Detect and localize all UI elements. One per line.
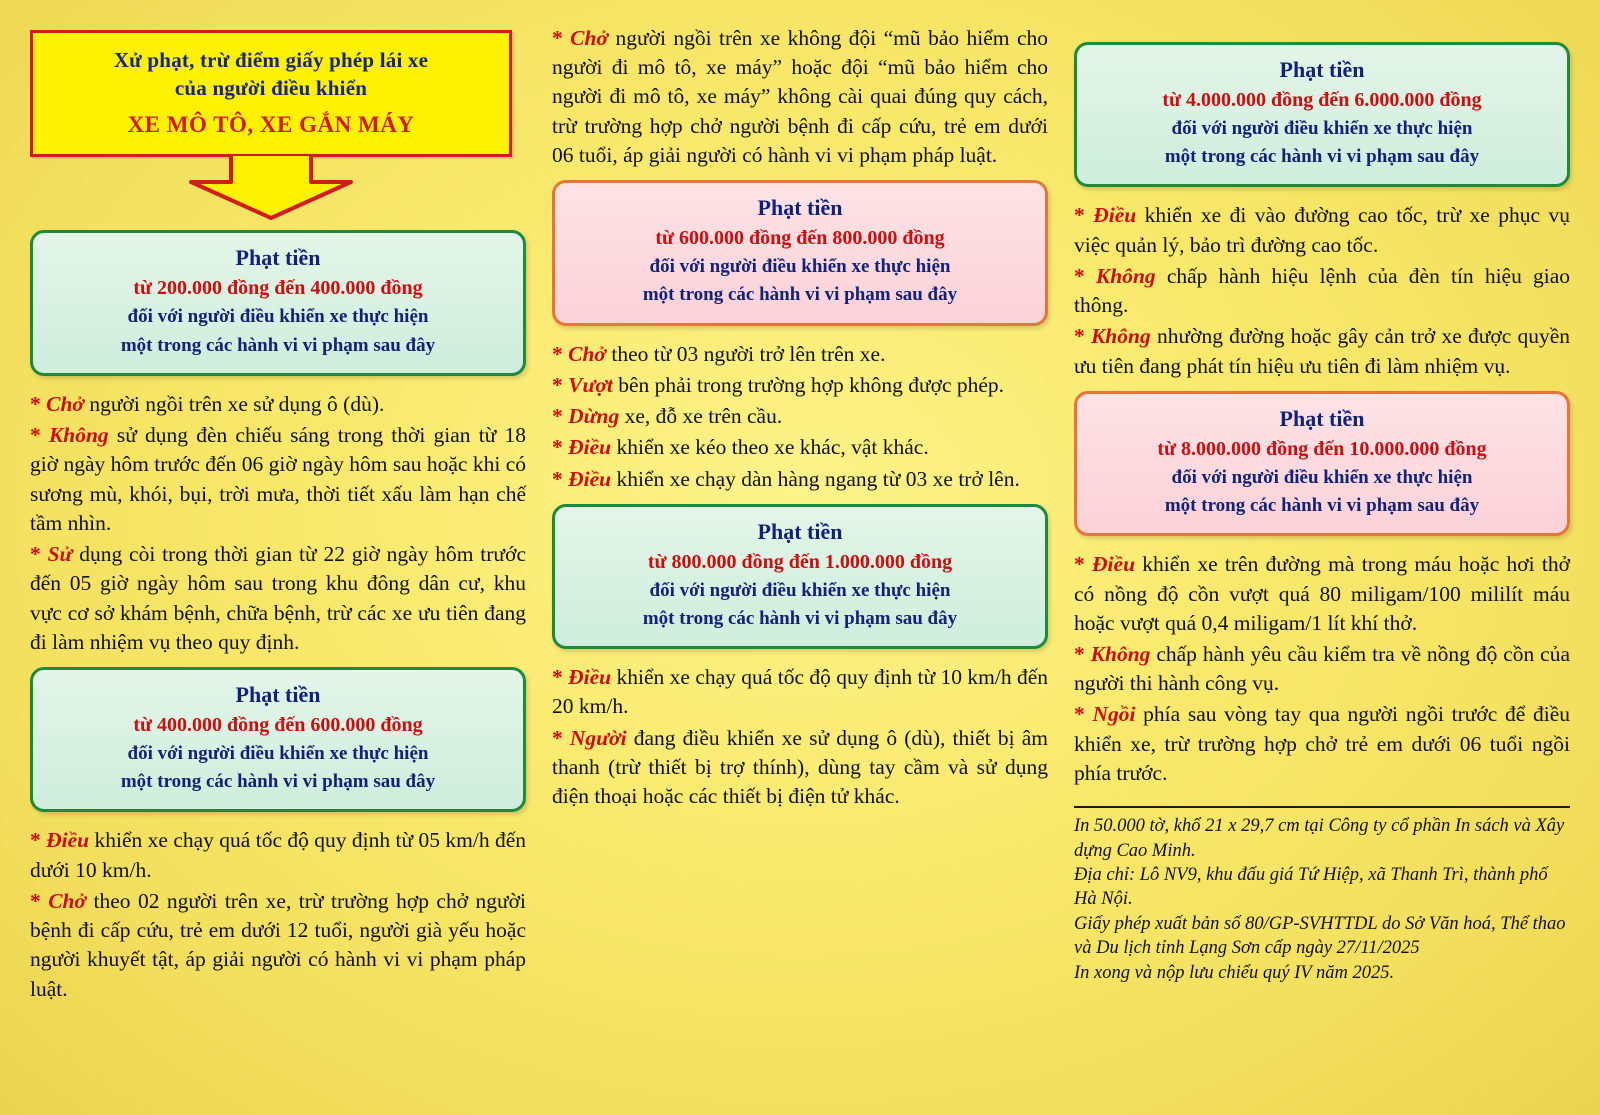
bullet-star-icon: * xyxy=(552,372,563,397)
imprint-block xyxy=(1074,806,1570,985)
violation-item xyxy=(30,421,526,538)
fine-subtitle-2: một trong các hành vi vi phạm sau đây xyxy=(642,284,958,306)
violation-text: khiển xe đi vào đường cao tốc, trừ xe phục vụ việc quản lý, bảo trì đường cao tốc. xyxy=(1074,203,1571,257)
fine-title: Phạt tiền xyxy=(1279,405,1365,431)
fine-subtitle-2: một trong các hành vi vi phạm sau đây xyxy=(120,334,436,356)
violation-keyword: Điều xyxy=(1093,203,1137,228)
violation-keyword: Điều xyxy=(568,466,612,491)
fine-subtitle-1: đối với người điều khiển xe thực hiện xyxy=(1171,118,1473,139)
violation-keyword: Chở xyxy=(570,26,609,50)
violation-text: theo 02 người trên xe, trừ trường hợp chở người bệnh đi cấp cứu, trẻ em dưới 12 tuổi, người già yếu hoặc người khuyết tật, áp giải người có hành vi vi phạm pháp luật. xyxy=(30,888,527,1001)
bullet-star-icon: * xyxy=(552,665,563,690)
violation-keyword: Chở xyxy=(48,888,87,913)
violation-keyword: Không xyxy=(1090,324,1151,349)
violation-text: khiển xe chạy dàn hàng ngang từ 03 xe trở lên. xyxy=(611,466,1020,491)
fine-amount: từ 400.000 đồng đến 600.000 đồng xyxy=(133,713,423,736)
violation-item xyxy=(1074,640,1570,698)
violation-keyword: Dừng xyxy=(568,404,620,429)
fine-box-200-400 xyxy=(30,230,526,375)
down-arrow-icon xyxy=(30,154,512,220)
violation-item xyxy=(552,663,1048,721)
right-column xyxy=(1074,24,1570,1105)
violation-list-8m-10m xyxy=(1074,550,1570,788)
fine-subtitle-2: một trong các hành vi vi phạm sau đây xyxy=(642,608,958,629)
violation-list-800-1000 xyxy=(552,663,1048,811)
title-vehicle-type: XE MÔ TÔ, XE GẮN MÁY xyxy=(127,112,415,138)
bullet-star-icon: * xyxy=(1074,552,1085,577)
fine-box-400-600 xyxy=(30,667,526,812)
violation-list-helmet xyxy=(552,24,1048,170)
violation-keyword: Người xyxy=(569,725,627,750)
fine-title: Phạt tiền xyxy=(235,681,321,707)
violation-item xyxy=(552,24,1048,170)
imprint-line-3: Giấy phép xuất bản số 80/GP-SVHTTDL do Sở Văn hoá, Thể thao và Du lịch tỉnh Lạng Sơn cấp ngày 27/11/2025 xyxy=(1074,913,1566,959)
title-line-2: của người điều khiển xyxy=(174,75,368,100)
fine-title: Phạt tiền xyxy=(1279,57,1365,82)
violation-item xyxy=(1074,550,1570,638)
violation-item xyxy=(1074,700,1570,788)
title-box xyxy=(30,30,512,157)
imprint-line-1: In 50.000 tờ, khổ 21 x 29,7 cm tại Công ty cổ phần In sách và Xây dựng Cao Minh. xyxy=(1074,816,1565,861)
fine-subtitle-1: đối với người điều khiển xe thực hiện xyxy=(127,306,429,328)
bullet-star-icon: * xyxy=(552,725,563,750)
violation-text: sử dụng đèn chiếu sáng trong thời gian từ 18 giờ ngày hôm trước đến 06 giờ ngày hôm sau hoặc khi có sương mù, khói, bụi, trời mưa, thời tiết xấu làm hạn chế tầm nhìn. xyxy=(30,423,527,535)
violation-text: khiển xe trên đường mà trong máu hoặc hơi thở có nồng độ cồn vượt quá 80 miligam/100 mililít máu hoặc vượt quá 0,4 miligam/1 lít khí thở. xyxy=(1074,552,1570,635)
violation-text: người ngồi trên xe không đội “mũ bảo hiểm cho người đi mô tô, xe máy” hoặc đội “mũ bảo hiểm cho người đi mô tô, xe máy” không cài quai đúng quy cách, trừ trường hợp chở người bệnh đi cấp cứu, trẻ em dưới 06 tuổi, áp giải người có hành vi vi phạm pháp luật. xyxy=(552,26,1048,167)
violation-item xyxy=(30,540,526,657)
violation-keyword: Chở xyxy=(568,341,606,366)
violation-item xyxy=(552,340,1048,369)
violation-keyword: Không xyxy=(1095,263,1156,288)
fine-amount: từ 4.000.000 đồng đến 6.000.000 đồng xyxy=(1162,89,1482,111)
violation-item xyxy=(30,390,526,419)
fine-subtitle-2: một trong các hành vi vi phạm sau đây xyxy=(1164,495,1480,517)
title-banner xyxy=(30,30,512,220)
bullet-star-icon: * xyxy=(30,888,41,913)
fine-box-8m-10m xyxy=(1074,391,1570,536)
fine-amount: từ 600.000 đồng đến 800.000 đồng xyxy=(655,227,945,250)
violation-keyword: Không xyxy=(48,423,109,448)
fine-amount: từ 200.000 đồng đến 400.000 đồng xyxy=(133,277,423,300)
bullet-star-icon: * xyxy=(30,391,41,416)
violation-keyword: Điều xyxy=(1092,552,1136,577)
left-column xyxy=(30,24,526,1105)
bullet-star-icon: * xyxy=(552,341,563,366)
violation-keyword: Điều xyxy=(46,828,90,853)
violation-item xyxy=(30,887,526,1004)
violation-item xyxy=(552,724,1048,812)
violation-item xyxy=(1074,201,1570,259)
fine-amount: từ 800.000 đồng đến 1.000.000 đồng xyxy=(647,550,953,573)
violation-text: bên phải trong trường hợp không được phép. xyxy=(612,372,1005,397)
violation-text: chấp hành yêu cầu kiểm tra về nồng độ cồn của người thi hành công vụ. xyxy=(1074,641,1571,696)
violation-item xyxy=(552,371,1048,400)
title-line-1: Xử phạt, trừ điểm giấy phép lái xe xyxy=(113,48,429,72)
fine-box-800-1000 xyxy=(552,504,1048,649)
violation-keyword: Không xyxy=(1090,641,1151,666)
fine-subtitle-2: một trong các hành vi vi phạm sau đây xyxy=(1164,146,1480,168)
violation-keyword: Điều xyxy=(568,665,612,690)
fine-subtitle-1: đối với người điều khiển xe thực hiện xyxy=(1171,466,1473,488)
violation-text: khiển xe chạy quá tốc độ quy định từ 10 km/h đến 20 km/h. xyxy=(552,665,1049,719)
violation-list-600-800 xyxy=(552,340,1048,494)
fine-box-600-800 xyxy=(552,180,1048,325)
fine-subtitle-1: đối với người điều khiển xe thực hiện xyxy=(127,742,429,764)
violation-item xyxy=(1074,322,1570,380)
violation-text: phía sau vòng tay qua người ngồi trước để điều khiển xe, trừ trường hợp chở trẻ em dưới 06 tuổi ngồi phía trước. xyxy=(1074,702,1570,785)
bullet-star-icon: * xyxy=(552,435,563,460)
fine-subtitle-2: một trong các hành vi vi phạm sau đây xyxy=(120,771,436,793)
violation-item xyxy=(552,433,1048,462)
fine-title: Phạt tiền xyxy=(757,518,843,544)
violation-keyword: Điều xyxy=(568,435,612,460)
violation-item xyxy=(30,826,526,884)
violation-keyword: Vượt xyxy=(568,372,613,397)
violation-list-400-600 xyxy=(30,826,526,1003)
imprint-line-4: In xong và nộp lưu chiểu quý IV năm 2025. xyxy=(1074,962,1395,983)
bullet-star-icon: * xyxy=(1074,263,1085,288)
fine-title: Phạt tiền xyxy=(235,245,321,271)
bullet-star-icon: * xyxy=(552,26,563,50)
violation-text: khiển xe chạy quá tốc độ quy định từ 05 km/h đến dưới 10 km/h. xyxy=(30,828,527,882)
violation-text: nhường đường hoặc gây cản trở xe được quyền ưu tiên đang phát tín hiệu ưu tiên đi làm nhiệm vụ. xyxy=(1074,324,1571,378)
bullet-star-icon: * xyxy=(1074,203,1085,228)
violation-text: xe, đỗ xe trên cầu. xyxy=(619,404,783,429)
imprint-line-2: Địa chỉ: Lô NV9, khu đấu giá Tứ Hiệp, xã Thanh Trì, thành phố Hà Nội. xyxy=(1074,864,1548,910)
fine-box-4m-6m xyxy=(1074,42,1570,187)
bullet-star-icon: * xyxy=(552,404,563,429)
violation-keyword: Chở xyxy=(46,391,84,416)
violation-keyword: Sử xyxy=(47,542,73,567)
violation-text: theo từ 03 người trở lên trên xe. xyxy=(605,341,886,366)
violation-list-200-400 xyxy=(30,390,526,657)
violation-text: dụng còi trong thời gian từ 22 giờ ngày hôm trước đến 05 giờ ngày hôm sau trong khu đông dân cư, khu vực cơ sở khám bệnh, chữa bệnh, trừ các xe ưu tiên đang đi làm nhiệm vụ theo quy định. xyxy=(30,542,526,654)
violation-item xyxy=(552,402,1048,431)
violation-text: người ngồi trên xe sử dụng ô (dù). xyxy=(83,391,385,416)
fine-title: Phạt tiền xyxy=(757,195,843,221)
middle-column xyxy=(552,24,1048,1105)
bullet-star-icon: * xyxy=(30,542,41,567)
violation-item xyxy=(552,465,1048,494)
fine-subtitle-1: đối với người điều khiển xe thực hiện xyxy=(649,256,951,278)
bullet-star-icon: * xyxy=(30,423,41,448)
violation-text: chấp hành hiệu lệnh của đèn tín hiệu giao thông. xyxy=(1074,263,1570,318)
violation-list-4m-6m xyxy=(1074,201,1570,380)
fine-amount: từ 8.000.000 đồng đến 10.000.000 đồng xyxy=(1157,437,1487,460)
fine-subtitle-1: đối với người điều khiển xe thực hiện xyxy=(649,579,951,601)
bullet-star-icon: * xyxy=(30,828,41,853)
violation-keyword: Ngồi xyxy=(1092,702,1136,727)
bullet-star-icon: * xyxy=(1074,324,1085,349)
bullet-star-icon: * xyxy=(1074,702,1085,727)
bullet-star-icon: * xyxy=(1074,641,1085,666)
violation-text: đang điều khiển xe sử dụng ô (dù), thiết bị âm thanh (trừ thiết bị trợ thính), dùng tay cầm và sử dụng điện thoại hoặc các thiết bị điện tử khác. xyxy=(552,725,1049,809)
violation-text: khiển xe kéo theo xe khác, vật khác. xyxy=(611,435,929,460)
violation-item xyxy=(1074,262,1570,320)
bullet-star-icon: * xyxy=(552,466,563,491)
